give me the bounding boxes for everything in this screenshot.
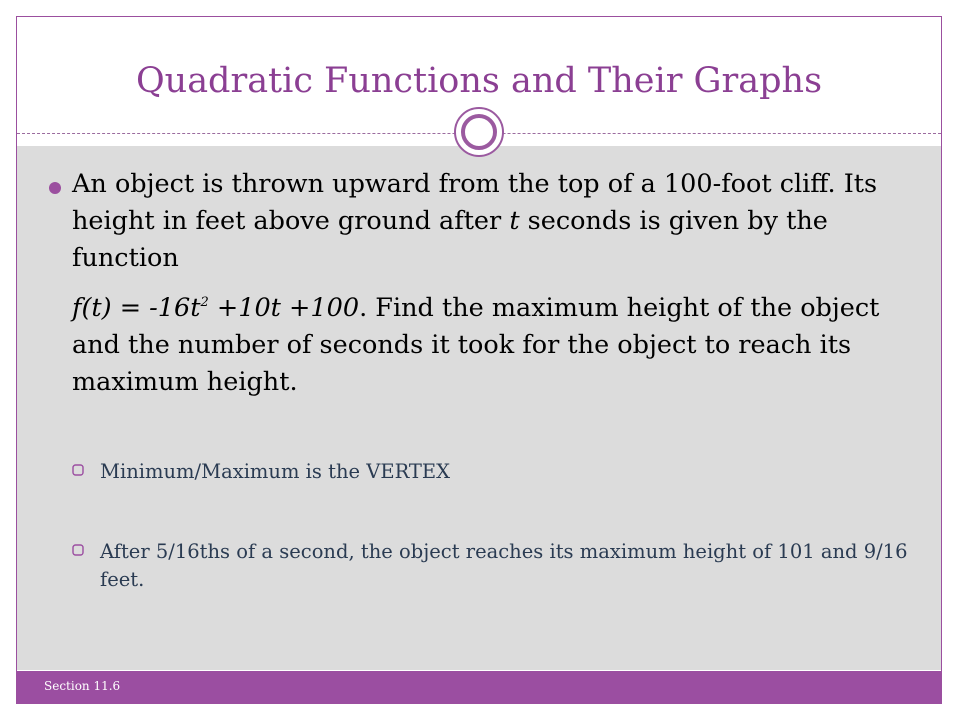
sub-bullet-text: Minimum/Maximum is the VERTEX	[100, 460, 451, 483]
bullet-dot-icon	[49, 182, 61, 194]
formula: $f(t) = -16t^2 +10t +100$	[72, 293, 360, 323]
square-bullet-icon	[72, 544, 84, 556]
slide-title: Quadratic Functions and Their Graphs	[135, 61, 823, 101]
problem-statement: An object is thrown upward from the top of a 100-foot cliff. Its height in feet above ground after t seconds is given by the function	[72, 169, 878, 273]
square-bullet-icon	[72, 464, 84, 476]
formula-line: $f(t) = -16t^2 +10t +100$. Find the maximum height of the object and the number of seconds it took for the object to reach its maximum height.	[72, 293, 880, 397]
main-bullet	[72, 166, 912, 401]
circle-ornament-icon	[454, 107, 504, 157]
section-label: Section 11.6	[44, 679, 121, 693]
sub-bullet-text: After 5/16ths of a second, the object reaches its maximum height of 101 and 9/16 feet.	[100, 540, 908, 591]
variable-t: t	[509, 206, 520, 236]
footer-bar	[17, 671, 941, 703]
circle-ornament-inner	[461, 114, 497, 150]
